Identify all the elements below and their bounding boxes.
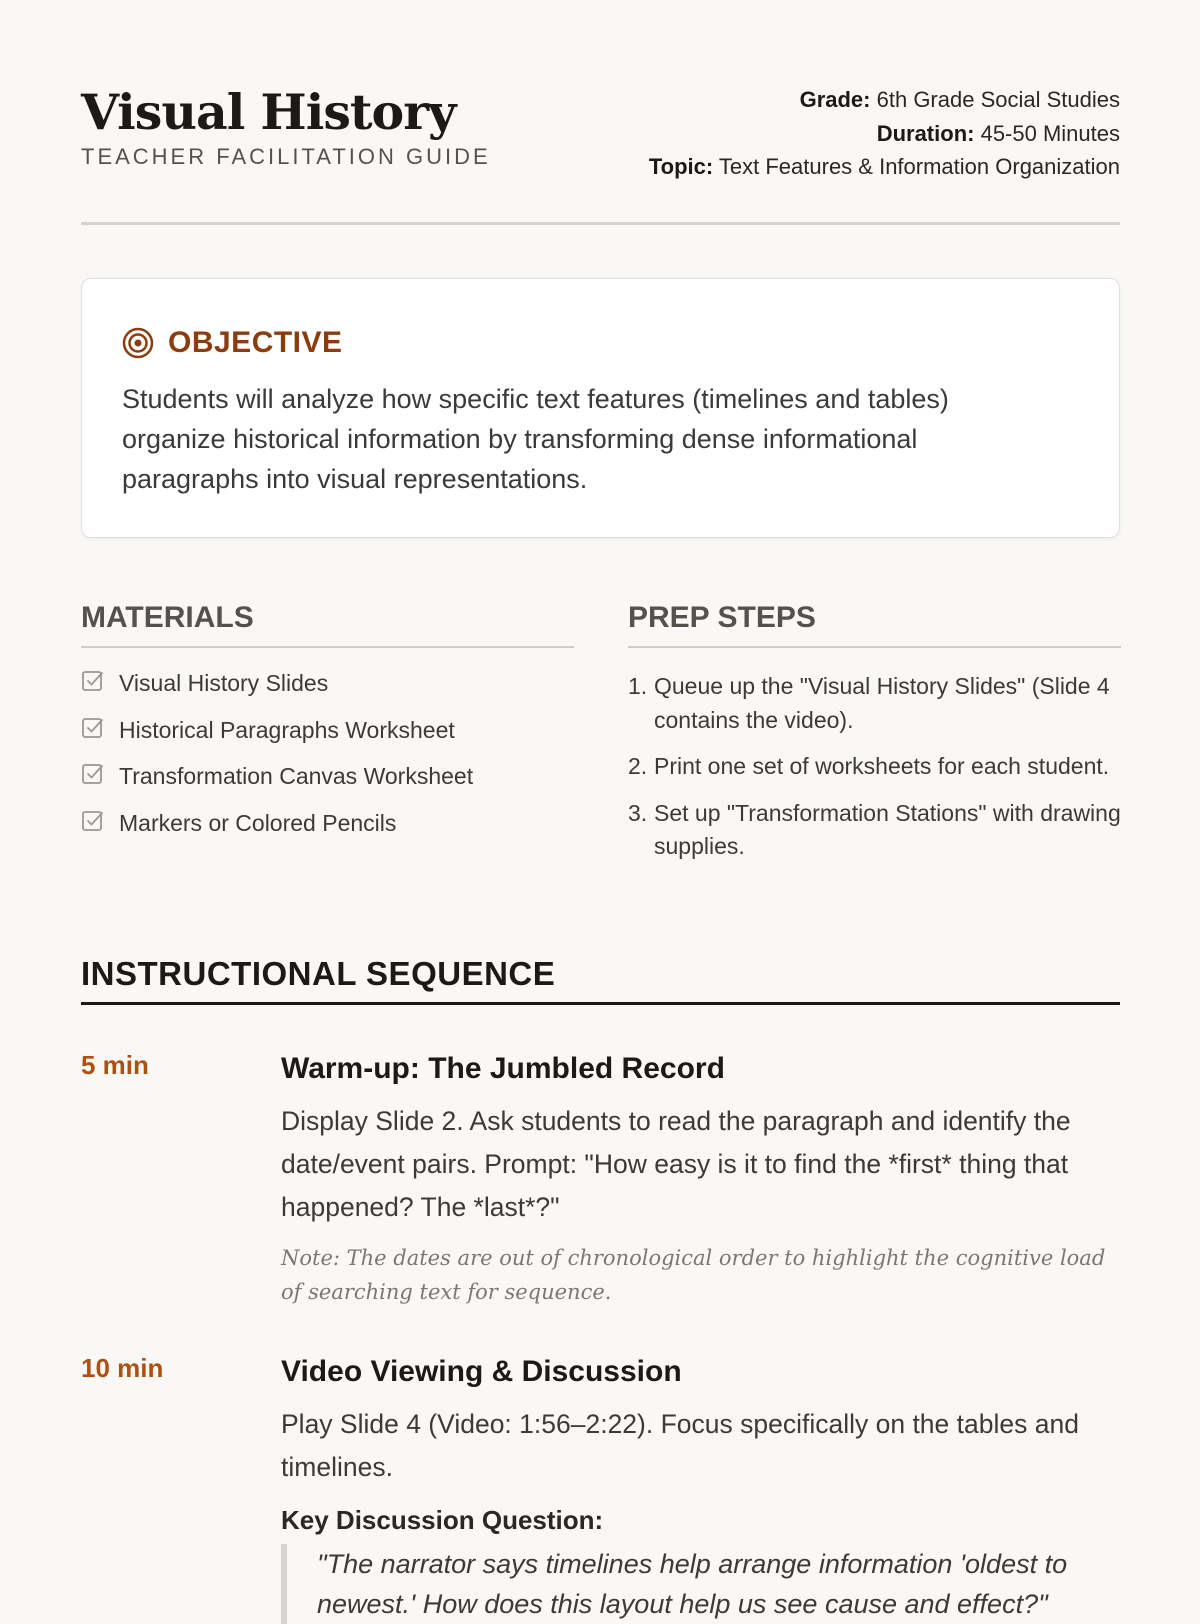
materials-section	[81, 596, 574, 836]
materials-item	[81, 763, 473, 810]
meta-topic	[649, 150, 1120, 184]
checkbox-checked-icon	[81, 669, 105, 693]
meta-duration-value: 45-50 Minutes	[980, 120, 1120, 146]
objective-card	[81, 278, 1120, 538]
key-question-quote: "The narrator says timelines help arrange information 'oldest to newest.' How does this layout help us see cause and effect?"	[281, 1544, 1120, 1624]
materials-item-label: Markers or Colored Pencils	[119, 809, 397, 836]
step-body	[281, 1353, 1120, 1624]
key-question-label: Key Discussion Question:	[281, 1505, 604, 1535]
prep-step-text: Queue up the "Visual History Slides" (Slide 4 contains the video).	[654, 673, 1110, 733]
page-header	[81, 80, 1120, 225]
materials-item-label: Transformation Canvas Worksheet	[119, 763, 474, 789]
prep-step-text: Set up "Transformation Stations" with drawing supplies.	[654, 799, 1121, 859]
prep-step-number: 1.	[628, 673, 648, 699]
prep-steps-heading: PREP STEPS	[628, 596, 1121, 648]
objective-text: Students will analyze how specific text features (timelines and tables) organize historical information by transforming dense informational paragraphs into visual representations.	[122, 384, 949, 494]
materials-item-label: Visual History Slides	[119, 670, 329, 696]
meta-grade-value: 6th Grade Social Studies	[876, 87, 1120, 112]
prep-steps-section	[628, 596, 1121, 859]
target-icon	[122, 327, 154, 359]
step-duration: 10 min	[81, 1353, 164, 1383]
materials-item	[81, 670, 473, 717]
step-body	[281, 1050, 1120, 1309]
materials-list	[81, 670, 473, 856]
prep-step	[628, 750, 1121, 784]
meta-topic-value: Text Features & Information Organization	[718, 154, 1120, 179]
meta-topic-label: Topic:	[648, 154, 714, 179]
meta-duration	[649, 117, 1120, 151]
meta-grade	[649, 83, 1120, 117]
objective-heading-row	[122, 323, 343, 363]
step-duration: 5 min	[81, 1050, 149, 1080]
prep-step	[628, 797, 1121, 864]
page-subtitle: TEACHER FACILITATION GUIDE	[81, 144, 491, 169]
materials-item	[81, 810, 473, 857]
step-title: Warm-up: The Jumbled Record	[281, 1052, 725, 1085]
meta-duration-label: Duration:	[876, 120, 975, 146]
materials-item-label: Historical Paragraphs Worksheet	[119, 716, 455, 743]
objective-heading: OBJECTIVE	[168, 326, 343, 359]
step-title: Video Viewing & Discussion	[281, 1355, 682, 1388]
prep-steps-list	[628, 670, 1121, 877]
step-description: Display Slide 2. Ask students to read the paragraph and identify the date/event pairs. Prompt: "How easy is it to find the *first* thing that happened? The *last*?"	[281, 1106, 1071, 1222]
prep-step-text: Print one set of worksheets for each student.	[654, 753, 1110, 779]
materials-heading: MATERIALS	[81, 596, 574, 648]
instructional-sequence-header	[81, 952, 1120, 1005]
lesson-meta	[649, 83, 1120, 184]
prep-step-number: 2.	[628, 753, 648, 779]
checkbox-checked-icon	[81, 762, 105, 786]
instructional-sequence-heading: INSTRUCTIONAL SEQUENCE	[81, 955, 556, 992]
checkbox-checked-icon	[81, 809, 105, 833]
meta-grade-label: Grade:	[799, 87, 871, 112]
materials-item	[81, 717, 473, 764]
step-description: Play Slide 4 (Video: 1:56–2:22). Focus specifically on the tables and timelines.	[281, 1409, 1079, 1482]
checkbox-checked-icon	[81, 716, 105, 740]
prep-step	[628, 670, 1121, 737]
step-note: Note: The dates are out of chronological order to highlight the cognitive load of searching text for sequence.	[281, 1246, 1106, 1304]
page-title: Visual History	[81, 83, 456, 141]
prep-step-number: 3.	[628, 799, 648, 826]
